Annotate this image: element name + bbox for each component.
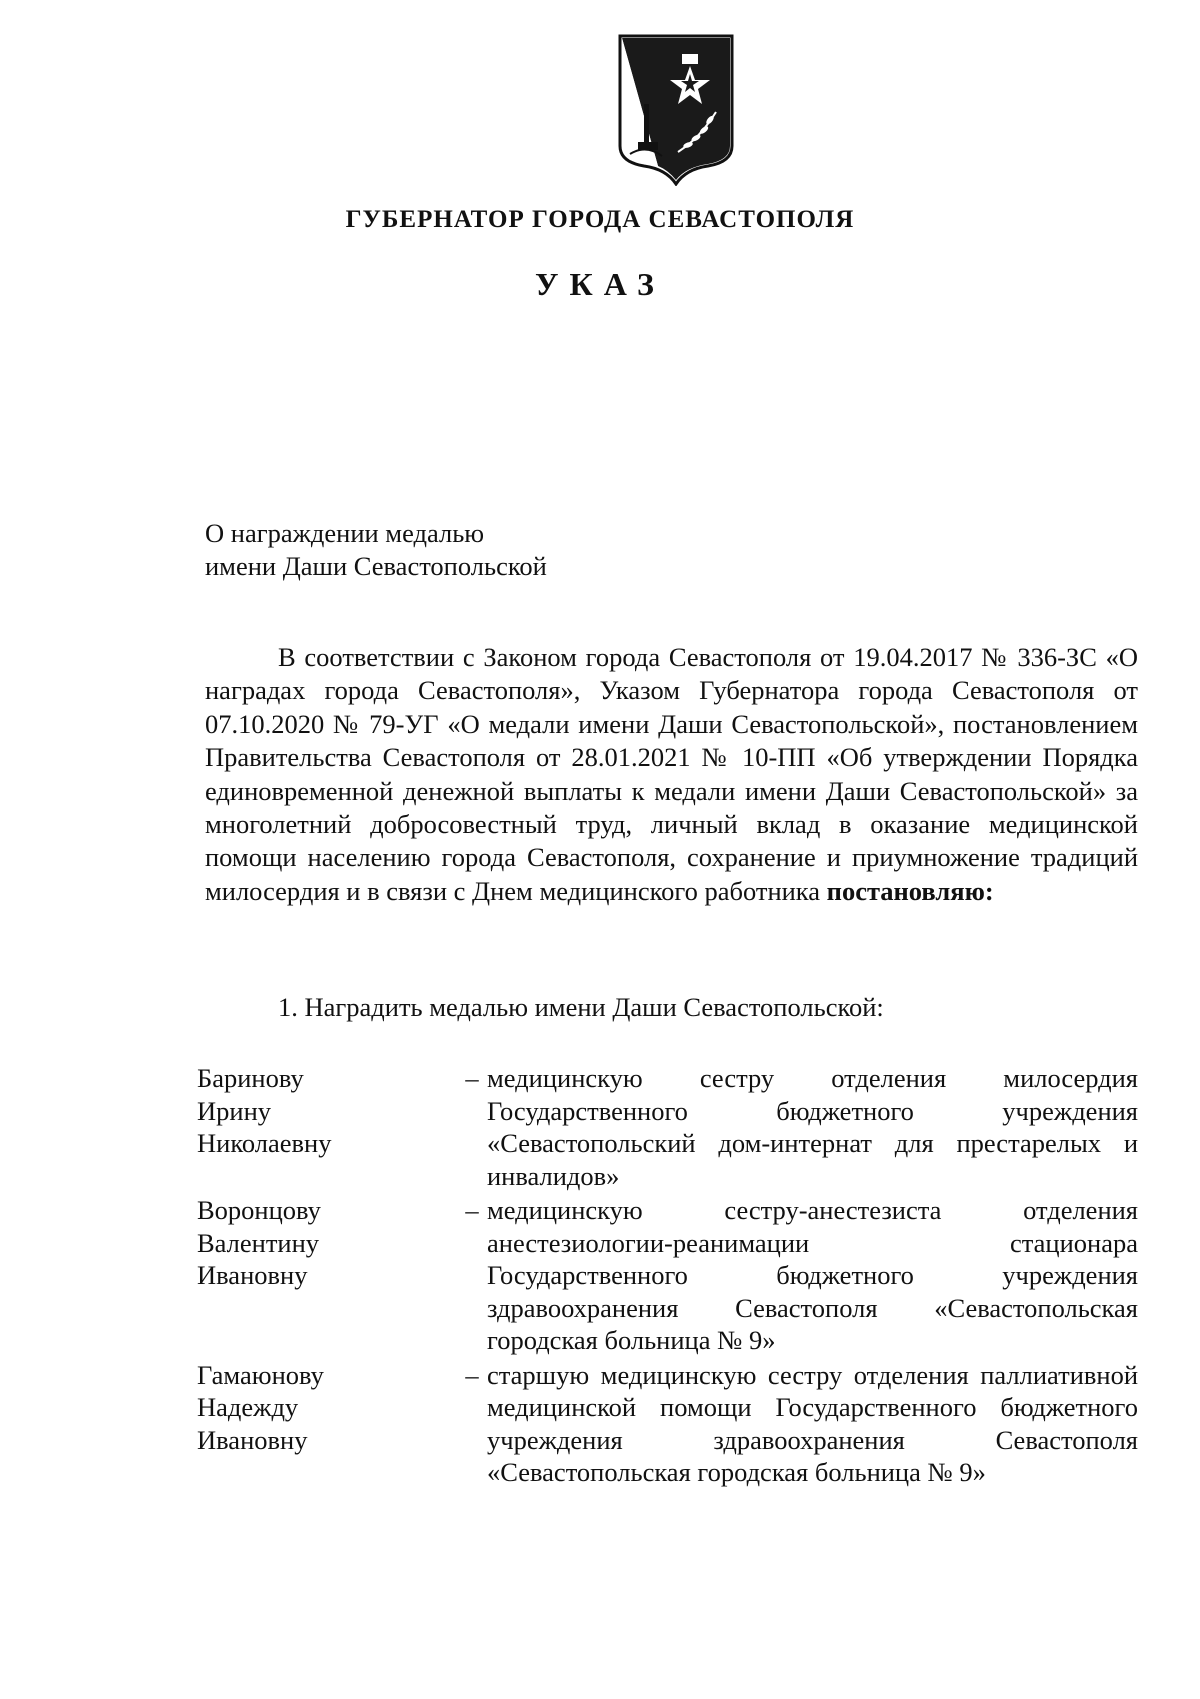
awardee-first-name: Ирину — [197, 1095, 272, 1126]
dash-separator: – — [465, 1063, 479, 1093]
awardee-surname: Воронцову — [197, 1195, 321, 1225]
awardee-surname: Гамаюнову — [197, 1359, 324, 1390]
subject-line-2: имени Даши Севастопольской — [205, 551, 547, 581]
subject-line-1: О награждении медалью — [205, 518, 485, 548]
decree-subject — [205, 517, 547, 583]
dash-separator: – — [465, 1359, 479, 1390]
awardee-first-name: Надежду — [197, 1392, 299, 1422]
awardee-name — [197, 1062, 457, 1192]
awardee-name — [197, 1194, 457, 1357]
awardee-description: старшую медицинскую сестру отделения паллиативной медицинской помощи Государственного бюджетного учреждения здравоохранения Севастополя «Севастопольская городская больница № 9» — [487, 1359, 1138, 1487]
decree-word: постановляю: — [826, 875, 994, 906]
awardee-name — [197, 1359, 457, 1489]
awardee-patronymic: Ивановну — [197, 1424, 308, 1455]
preamble-paragraph — [205, 641, 1138, 908]
awardee-row — [197, 1359, 1138, 1489]
dash-separator: – — [465, 1195, 479, 1225]
awardee-first-name: Валентину — [197, 1227, 320, 1258]
document-type: УКАЗ — [535, 266, 665, 302]
item-1: 1. Наградить медалью имени Даши Севастопольской: — [278, 992, 884, 1022]
coat-of-arms-icon — [616, 34, 736, 186]
awardee-row — [197, 1062, 1138, 1192]
awardee-patronymic: Ивановну — [197, 1260, 308, 1290]
preamble-text: В соответствии с Законом города Севастополя от 19.04.2017 № 336-ЗС «О наградах города Севастополя», Указом Губернатора города Севастополя от 07.10.2020 № 79-УГ «О медали имени Даши Севастопольской», постановлением Правительства Севастополя от 28.01.2021 № 10-ПП «Об утверждении Порядка единовременной денежной выплаты к медали имени Даши Севастопольской» за многолетний добросовестный труд, личный вклад в оказание медицинской помощи населению города Севастополя, сохранение и приумножение традиций милосердия и в связи с Днем медицинского работника — [205, 642, 1138, 906]
awardee-description: медицинскую сестру отделения милосердия Государственного бюджетного учреждения «Севастопольский дом-интернат для престарелых и инвалидов» — [487, 1063, 1138, 1191]
awardee-row — [197, 1194, 1138, 1357]
awardee-list — [197, 1062, 1138, 1491]
awardee-surname: Баринову — [197, 1063, 304, 1093]
awardee-patronymic: Николаевну — [197, 1128, 332, 1158]
awardee-description: медицинскую сестру-анестезиста отделения анестезиологии-реанимации стационара Государственного бюджетного учреждения здравоохранения Севастополя «Севастопольская городская больница № 9» — [487, 1195, 1138, 1355]
issuer-title: ГУБЕРНАТОР ГОРОДА СЕВАСТОПОЛЯ — [345, 206, 855, 233]
